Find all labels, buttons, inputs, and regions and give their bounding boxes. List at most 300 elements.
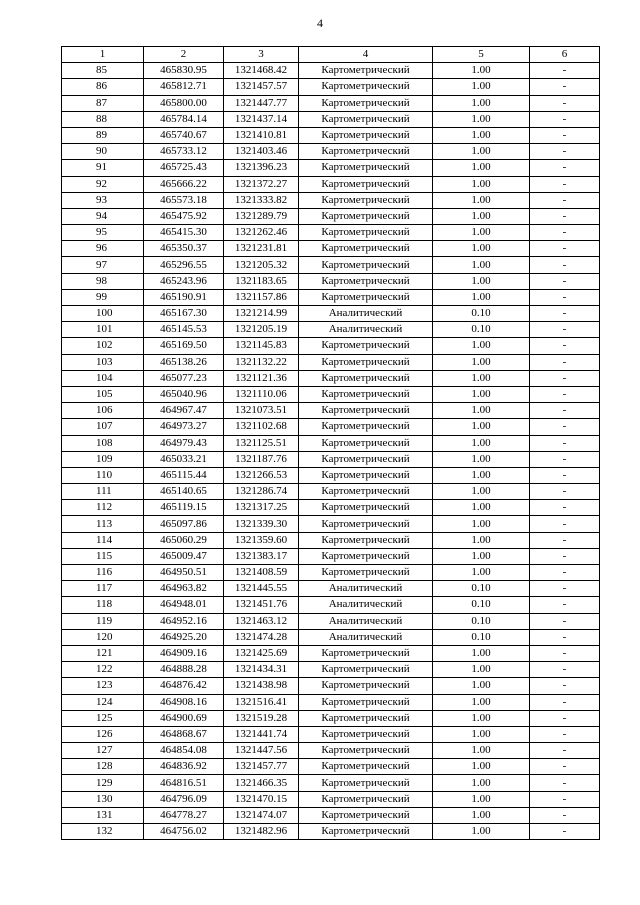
table-row	[62, 807, 600, 823]
point-number-cell: 94	[62, 208, 144, 224]
description-cell: -	[530, 79, 600, 95]
y-coordinate-cell: 1321214.99	[224, 306, 299, 322]
description-cell: -	[530, 629, 600, 645]
y-coordinate-cell: 1321289.79	[224, 208, 299, 224]
column-header-6: 6	[530, 47, 600, 63]
description-cell: -	[530, 403, 600, 419]
accuracy-cell: 1.00	[433, 419, 530, 435]
y-coordinate-cell: 1321410.81	[224, 127, 299, 143]
table-row	[62, 354, 600, 370]
table-row	[62, 257, 600, 273]
y-coordinate-cell: 1321110.06	[224, 386, 299, 402]
table-row	[62, 289, 600, 305]
y-coordinate-cell: 1321125.51	[224, 435, 299, 451]
x-coordinate-cell: 465033.21	[144, 451, 224, 467]
x-coordinate-cell: 465740.67	[144, 127, 224, 143]
y-coordinate-cell: 1321447.56	[224, 743, 299, 759]
x-coordinate-cell: 464888.28	[144, 662, 224, 678]
accuracy-cell: 0.10	[433, 322, 530, 338]
y-coordinate-cell: 1321073.51	[224, 403, 299, 419]
method-cell: Картометрический	[299, 710, 433, 726]
point-number-cell: 123	[62, 678, 144, 694]
x-coordinate-cell: 464963.82	[144, 581, 224, 597]
point-number-cell: 121	[62, 645, 144, 661]
y-coordinate-cell: 1321262.46	[224, 225, 299, 241]
x-coordinate-cell: 465145.53	[144, 322, 224, 338]
point-number-cell: 128	[62, 759, 144, 775]
accuracy-cell: 1.00	[433, 127, 530, 143]
accuracy-cell: 1.00	[433, 241, 530, 257]
table-row	[62, 338, 600, 354]
y-coordinate-cell: 1321121.36	[224, 370, 299, 386]
point-number-cell: 108	[62, 435, 144, 451]
y-coordinate-cell: 1321359.60	[224, 532, 299, 548]
description-cell: -	[530, 548, 600, 564]
accuracy-cell: 0.10	[433, 629, 530, 645]
description-cell: -	[530, 63, 600, 79]
method-cell: Картометрический	[299, 111, 433, 127]
method-cell: Картометрический	[299, 257, 433, 273]
table-row	[62, 192, 600, 208]
method-cell: Картометрический	[299, 289, 433, 305]
accuracy-cell: 1.00	[433, 257, 530, 273]
description-cell: -	[530, 775, 600, 791]
method-cell: Картометрический	[299, 273, 433, 289]
accuracy-cell: 1.00	[433, 435, 530, 451]
table-row	[62, 451, 600, 467]
accuracy-cell: 1.00	[433, 532, 530, 548]
method-cell: Картометрический	[299, 532, 433, 548]
x-coordinate-cell: 465573.18	[144, 192, 224, 208]
table-row	[62, 662, 600, 678]
accuracy-cell: 1.00	[433, 516, 530, 532]
x-coordinate-cell: 464909.16	[144, 645, 224, 661]
table-row	[62, 597, 600, 613]
x-coordinate-cell: 465167.30	[144, 306, 224, 322]
y-coordinate-cell: 1321466.35	[224, 775, 299, 791]
x-coordinate-cell: 464868.67	[144, 726, 224, 742]
accuracy-cell: 0.10	[433, 581, 530, 597]
method-cell: Картометрический	[299, 694, 433, 710]
point-number-cell: 92	[62, 176, 144, 192]
y-coordinate-cell: 1321266.53	[224, 467, 299, 483]
accuracy-cell: 1.00	[433, 160, 530, 176]
x-coordinate-cell: 465830.95	[144, 63, 224, 79]
y-coordinate-cell: 1321470.15	[224, 791, 299, 807]
description-cell: -	[530, 451, 600, 467]
method-cell: Картометрический	[299, 484, 433, 500]
table-row	[62, 581, 600, 597]
method-cell: Картометрический	[299, 403, 433, 419]
description-cell: -	[530, 208, 600, 224]
method-cell: Картометрический	[299, 807, 433, 823]
method-cell: Картометрический	[299, 79, 433, 95]
y-coordinate-cell: 1321205.19	[224, 322, 299, 338]
y-coordinate-cell: 1321468.42	[224, 63, 299, 79]
x-coordinate-cell: 465040.96	[144, 386, 224, 402]
point-number-cell: 111	[62, 484, 144, 500]
description-cell: -	[530, 743, 600, 759]
point-number-cell: 122	[62, 662, 144, 678]
point-number-cell: 89	[62, 127, 144, 143]
point-number-cell: 118	[62, 597, 144, 613]
x-coordinate-cell: 465812.71	[144, 79, 224, 95]
accuracy-cell: 1.00	[433, 500, 530, 516]
method-cell: Картометрический	[299, 467, 433, 483]
point-number-cell: 110	[62, 467, 144, 483]
method-cell: Картометрический	[299, 759, 433, 775]
point-number-cell: 116	[62, 565, 144, 581]
description-cell: -	[530, 597, 600, 613]
point-number-cell: 102	[62, 338, 144, 354]
point-number-cell: 97	[62, 257, 144, 273]
x-coordinate-cell: 465140.65	[144, 484, 224, 500]
table-row	[62, 63, 600, 79]
description-cell: -	[530, 516, 600, 532]
table-row	[62, 500, 600, 516]
table-row	[62, 694, 600, 710]
method-cell: Аналитический	[299, 597, 433, 613]
method-cell: Картометрический	[299, 548, 433, 564]
accuracy-cell: 1.00	[433, 791, 530, 807]
point-number-cell: 114	[62, 532, 144, 548]
method-cell: Картометрический	[299, 63, 433, 79]
y-coordinate-cell: 1321445.55	[224, 581, 299, 597]
x-coordinate-cell: 465784.14	[144, 111, 224, 127]
y-coordinate-cell: 1321474.07	[224, 807, 299, 823]
accuracy-cell: 1.00	[433, 710, 530, 726]
y-coordinate-cell: 1321425.69	[224, 645, 299, 661]
accuracy-cell: 1.00	[433, 451, 530, 467]
description-cell: -	[530, 273, 600, 289]
table-row	[62, 79, 600, 95]
method-cell: Картометрический	[299, 500, 433, 516]
accuracy-cell: 1.00	[433, 386, 530, 402]
point-number-cell: 126	[62, 726, 144, 742]
table-row	[62, 419, 600, 435]
point-number-cell: 127	[62, 743, 144, 759]
table-row	[62, 791, 600, 807]
description-cell: -	[530, 581, 600, 597]
accuracy-cell: 1.00	[433, 63, 530, 79]
table-row	[62, 322, 600, 338]
x-coordinate-cell: 465350.37	[144, 241, 224, 257]
point-number-cell: 99	[62, 289, 144, 305]
x-coordinate-cell: 465009.47	[144, 548, 224, 564]
table-row	[62, 160, 600, 176]
y-coordinate-cell: 1321408.59	[224, 565, 299, 581]
x-coordinate-cell: 464778.27	[144, 807, 224, 823]
point-number-cell: 132	[62, 824, 144, 840]
method-cell: Картометрический	[299, 516, 433, 532]
point-number-cell: 106	[62, 403, 144, 419]
x-coordinate-cell: 465800.00	[144, 95, 224, 111]
description-cell: -	[530, 370, 600, 386]
table-row	[62, 144, 600, 160]
table-row	[62, 759, 600, 775]
method-cell: Картометрический	[299, 370, 433, 386]
y-coordinate-cell: 1321339.30	[224, 516, 299, 532]
accuracy-cell: 1.00	[433, 338, 530, 354]
y-coordinate-cell: 1321403.46	[224, 144, 299, 160]
description-cell: -	[530, 759, 600, 775]
point-number-cell: 107	[62, 419, 144, 435]
table-body	[62, 63, 600, 840]
y-coordinate-cell: 1321457.57	[224, 79, 299, 95]
point-number-cell: 93	[62, 192, 144, 208]
table-row	[62, 435, 600, 451]
method-cell: Картометрический	[299, 160, 433, 176]
accuracy-cell: 1.00	[433, 484, 530, 500]
accuracy-cell: 1.00	[433, 403, 530, 419]
x-coordinate-cell: 464756.02	[144, 824, 224, 840]
point-number-cell: 131	[62, 807, 144, 823]
method-cell: Картометрический	[299, 775, 433, 791]
description-cell: -	[530, 144, 600, 160]
method-cell: Картометрический	[299, 565, 433, 581]
point-number-cell: 112	[62, 500, 144, 516]
accuracy-cell: 1.00	[433, 467, 530, 483]
y-coordinate-cell: 1321482.96	[224, 824, 299, 840]
accuracy-cell: 0.10	[433, 613, 530, 629]
x-coordinate-cell: 464908.16	[144, 694, 224, 710]
y-coordinate-cell: 1321231.81	[224, 241, 299, 257]
table-row	[62, 403, 600, 419]
y-coordinate-cell: 1321102.68	[224, 419, 299, 435]
table-row	[62, 678, 600, 694]
table-row	[62, 516, 600, 532]
y-coordinate-cell: 1321132.22	[224, 354, 299, 370]
accuracy-cell: 1.00	[433, 759, 530, 775]
method-cell: Картометрический	[299, 645, 433, 661]
point-number-cell: 96	[62, 241, 144, 257]
table-row	[62, 710, 600, 726]
point-number-cell: 103	[62, 354, 144, 370]
table-row	[62, 548, 600, 564]
accuracy-cell: 0.10	[433, 306, 530, 322]
x-coordinate-cell: 464973.27	[144, 419, 224, 435]
description-cell: -	[530, 111, 600, 127]
accuracy-cell: 1.00	[433, 743, 530, 759]
accuracy-cell: 1.00	[433, 289, 530, 305]
point-number-cell: 119	[62, 613, 144, 629]
table-row	[62, 241, 600, 257]
coordinates-table	[61, 46, 600, 840]
table-row	[62, 176, 600, 192]
x-coordinate-cell: 464925.20	[144, 629, 224, 645]
point-number-cell: 86	[62, 79, 144, 95]
x-coordinate-cell: 465725.43	[144, 160, 224, 176]
y-coordinate-cell: 1321438.98	[224, 678, 299, 694]
x-coordinate-cell: 465097.86	[144, 516, 224, 532]
x-coordinate-cell: 465115.44	[144, 467, 224, 483]
y-coordinate-cell: 1321396.23	[224, 160, 299, 176]
y-coordinate-cell: 1321145.83	[224, 338, 299, 354]
point-number-cell: 101	[62, 322, 144, 338]
description-cell: -	[530, 435, 600, 451]
table-row	[62, 370, 600, 386]
table-row	[62, 645, 600, 661]
accuracy-cell: 1.00	[433, 694, 530, 710]
description-cell: -	[530, 662, 600, 678]
accuracy-cell: 1.00	[433, 565, 530, 581]
description-cell: -	[530, 95, 600, 111]
description-cell: -	[530, 127, 600, 143]
x-coordinate-cell: 465138.26	[144, 354, 224, 370]
point-number-cell: 104	[62, 370, 144, 386]
accuracy-cell: 1.00	[433, 225, 530, 241]
column-header-1: 1	[62, 47, 144, 63]
method-cell: Картометрический	[299, 192, 433, 208]
method-cell: Аналитический	[299, 322, 433, 338]
y-coordinate-cell: 1321372.27	[224, 176, 299, 192]
accuracy-cell: 0.10	[433, 597, 530, 613]
column-header-5: 5	[433, 47, 530, 63]
accuracy-cell: 1.00	[433, 662, 530, 678]
point-number-cell: 91	[62, 160, 144, 176]
point-number-cell: 113	[62, 516, 144, 532]
y-coordinate-cell: 1321474.28	[224, 629, 299, 645]
accuracy-cell: 1.00	[433, 111, 530, 127]
point-number-cell: 98	[62, 273, 144, 289]
accuracy-cell: 1.00	[433, 678, 530, 694]
point-number-cell: 95	[62, 225, 144, 241]
x-coordinate-cell: 464836.92	[144, 759, 224, 775]
description-cell: -	[530, 192, 600, 208]
x-coordinate-cell: 465296.55	[144, 257, 224, 273]
x-coordinate-cell: 464967.47	[144, 403, 224, 419]
method-cell: Аналитический	[299, 629, 433, 645]
description-cell: -	[530, 160, 600, 176]
method-cell: Картометрический	[299, 241, 433, 257]
table-row	[62, 127, 600, 143]
y-coordinate-cell: 1321317.25	[224, 500, 299, 516]
method-cell: Картометрический	[299, 208, 433, 224]
y-coordinate-cell: 1321451.76	[224, 597, 299, 613]
table-row	[62, 532, 600, 548]
description-cell: -	[530, 338, 600, 354]
column-header-3: 3	[224, 47, 299, 63]
x-coordinate-cell: 464948.01	[144, 597, 224, 613]
description-cell: -	[530, 694, 600, 710]
y-coordinate-cell: 1321157.86	[224, 289, 299, 305]
accuracy-cell: 1.00	[433, 79, 530, 95]
accuracy-cell: 1.00	[433, 144, 530, 160]
description-cell: -	[530, 289, 600, 305]
table-row	[62, 565, 600, 581]
table-row	[62, 208, 600, 224]
accuracy-cell: 1.00	[433, 95, 530, 111]
method-cell: Картометрический	[299, 726, 433, 742]
table-row	[62, 225, 600, 241]
x-coordinate-cell: 464796.09	[144, 791, 224, 807]
description-cell: -	[530, 257, 600, 273]
method-cell: Картометрический	[299, 419, 433, 435]
x-coordinate-cell: 464950.51	[144, 565, 224, 581]
method-cell: Аналитический	[299, 581, 433, 597]
method-cell: Картометрический	[299, 176, 433, 192]
x-coordinate-cell: 465243.96	[144, 273, 224, 289]
y-coordinate-cell: 1321441.74	[224, 726, 299, 742]
table-row	[62, 775, 600, 791]
table-row	[62, 467, 600, 483]
description-cell: -	[530, 824, 600, 840]
description-cell: -	[530, 467, 600, 483]
table-row	[62, 111, 600, 127]
description-cell: -	[530, 176, 600, 192]
accuracy-cell: 1.00	[433, 807, 530, 823]
description-cell: -	[530, 241, 600, 257]
method-cell: Картометрический	[299, 435, 433, 451]
point-number-cell: 88	[62, 111, 144, 127]
y-coordinate-cell: 1321183.65	[224, 273, 299, 289]
y-coordinate-cell: 1321187.76	[224, 451, 299, 467]
method-cell: Аналитический	[299, 306, 433, 322]
y-coordinate-cell: 1321205.32	[224, 257, 299, 273]
point-number-cell: 100	[62, 306, 144, 322]
x-coordinate-cell: 465415.30	[144, 225, 224, 241]
method-cell: Картометрический	[299, 127, 433, 143]
method-cell: Картометрический	[299, 678, 433, 694]
x-coordinate-cell: 464979.43	[144, 435, 224, 451]
accuracy-cell: 1.00	[433, 548, 530, 564]
description-cell: -	[530, 306, 600, 322]
method-cell: Картометрический	[299, 225, 433, 241]
column-header-4: 4	[299, 47, 433, 63]
table-row	[62, 95, 600, 111]
table-header-row	[62, 47, 600, 63]
x-coordinate-cell: 464816.51	[144, 775, 224, 791]
table-row	[62, 484, 600, 500]
accuracy-cell: 1.00	[433, 775, 530, 791]
y-coordinate-cell: 1321437.14	[224, 111, 299, 127]
table-row	[62, 726, 600, 742]
table-row	[62, 273, 600, 289]
accuracy-cell: 1.00	[433, 208, 530, 224]
x-coordinate-cell: 465077.23	[144, 370, 224, 386]
y-coordinate-cell: 1321333.82	[224, 192, 299, 208]
point-number-cell: 117	[62, 581, 144, 597]
description-cell: -	[530, 710, 600, 726]
x-coordinate-cell: 464952.16	[144, 613, 224, 629]
description-cell: -	[530, 532, 600, 548]
method-cell: Картометрический	[299, 144, 433, 160]
y-coordinate-cell: 1321286.74	[224, 484, 299, 500]
accuracy-cell: 1.00	[433, 176, 530, 192]
x-coordinate-cell: 464854.08	[144, 743, 224, 759]
description-cell: -	[530, 322, 600, 338]
table-row	[62, 743, 600, 759]
x-coordinate-cell: 465169.50	[144, 338, 224, 354]
description-cell: -	[530, 565, 600, 581]
method-cell: Картометрический	[299, 662, 433, 678]
description-cell: -	[530, 678, 600, 694]
accuracy-cell: 1.00	[433, 824, 530, 840]
method-cell: Картометрический	[299, 95, 433, 111]
accuracy-cell: 1.00	[433, 192, 530, 208]
table-row	[62, 629, 600, 645]
x-coordinate-cell: 465190.91	[144, 289, 224, 305]
table-row	[62, 386, 600, 402]
y-coordinate-cell: 1321383.17	[224, 548, 299, 564]
description-cell: -	[530, 807, 600, 823]
column-header-2: 2	[144, 47, 224, 63]
point-number-cell: 85	[62, 63, 144, 79]
method-cell: Картометрический	[299, 338, 433, 354]
y-coordinate-cell: 1321519.28	[224, 710, 299, 726]
method-cell: Картометрический	[299, 824, 433, 840]
description-cell: -	[530, 225, 600, 241]
